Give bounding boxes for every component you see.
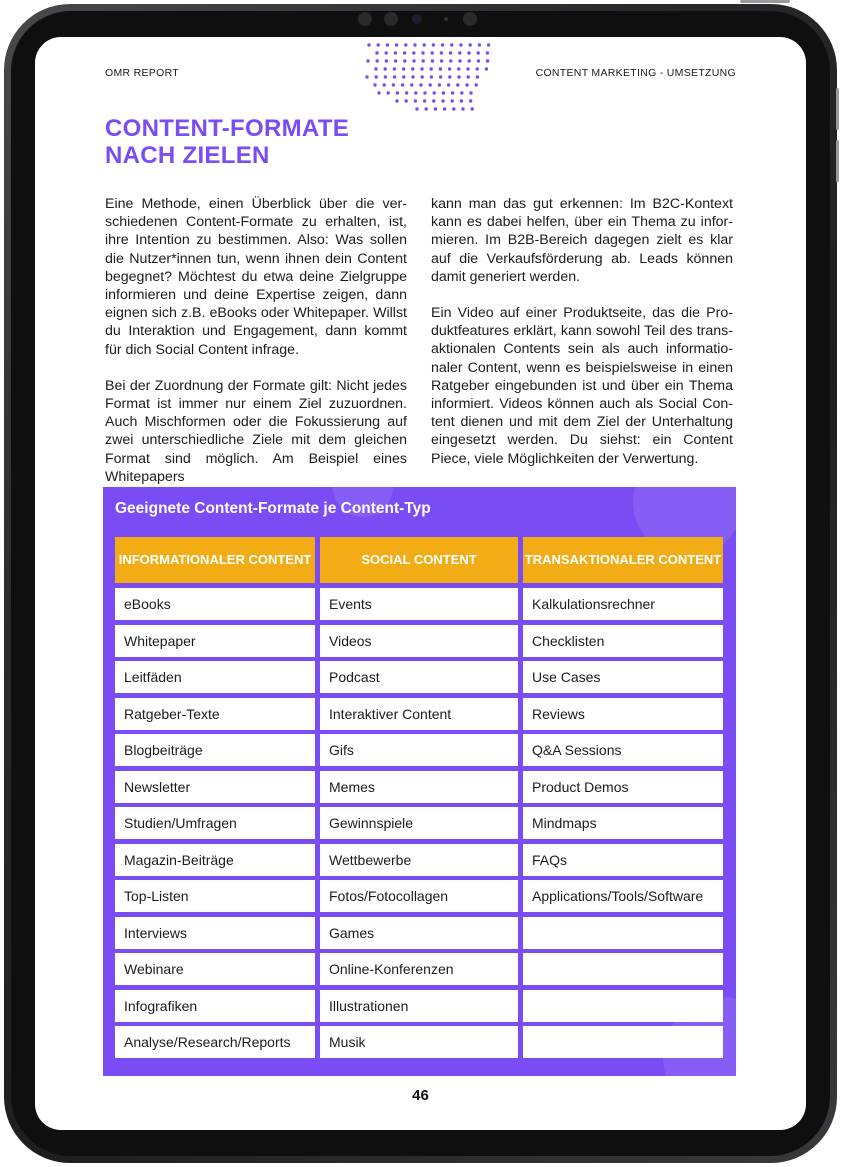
pattern-dot (429, 83, 432, 86)
table-cell: Studien/Umfragen (115, 807, 315, 839)
table-cell: Top-Listen (115, 880, 315, 912)
pattern-dot (430, 75, 433, 78)
pattern-dot (486, 59, 489, 62)
pattern-dot (425, 107, 428, 110)
sensor-dot-icon (444, 17, 448, 21)
table-cell: Use Cases (523, 661, 723, 693)
table-cell: Online-Konferenzen (320, 953, 518, 985)
sensor-icon (384, 12, 398, 26)
pattern-dot (477, 51, 480, 54)
pattern-dot (414, 99, 417, 102)
power-button (740, 0, 790, 3)
table-cell: Checklisten (523, 625, 723, 657)
paragraph: kann man das gut erkennen: Im B2C-Kontext kann es dabei helfen, über ein Thema zu informieren. Im B2B-Bereich dagegen zielt es klar auf die Verkaufsförderung ab. Leads können damit generiert werden. (431, 196, 733, 285)
pattern-dot (373, 83, 376, 86)
table-cell (523, 917, 723, 949)
pattern-dot (458, 51, 461, 54)
column-header: SOCIAL CONTENT (320, 537, 518, 583)
paragraph: Bei der Zuordnung der Formate gilt: Nicht jedes Format ist immer nur einem Ziel zuzuordnen. Auch Mischformen oder die Fokussierung auf zwei unterschiedliche Ziele mit dem gleichen Format sind möglich. Am Beispiel eines Whitepapers (105, 377, 407, 485)
paragraph: Eine Methode, einen Überblick über die verschiedenen Content-Formate zu erhalten, ist, ihre Intention zu bestimmen. Also: Was sollen die Nutzer*innen tun, wenn ihnen dein Content begegnet? Möchtest du etwa deine Zielgruppe informieren und deine Expertise zeigen, dann eignen sich z.B. eBooks oder Whitepaper. Willst du Interaktion und Engagement, dann kommt für dich Social Content infrage. (105, 196, 407, 358)
pattern-dot (384, 67, 387, 70)
pattern-dot (433, 91, 436, 94)
pattern-dot (476, 67, 479, 70)
table-cell: Kalkulationsrechner (523, 588, 723, 620)
document-page (35, 37, 806, 1130)
table-cell: Newsletter (115, 771, 315, 803)
pattern-dot (468, 59, 471, 62)
table-cell (523, 990, 723, 1022)
pattern-dot (419, 83, 422, 86)
text-column-left (105, 195, 407, 504)
pattern-dot (423, 91, 426, 94)
pattern-dot (448, 67, 451, 70)
table-cell: Whitepaper (115, 625, 315, 657)
pattern-dot (423, 43, 426, 46)
pattern-dot (411, 75, 414, 78)
pattern-dot (461, 107, 464, 110)
pattern-dot (375, 51, 378, 54)
column-header: TRANSAKTIONALER CONTENT (523, 537, 723, 583)
paragraph: Ein Video auf einer Produktseite, das die Produktfeatures erklärt, kann sowohl Teil des transaktionalen Contents sein als auch informationaler Content, wenn es beispielsweise in einen Ratgeber eingebunden ist und über ein Thema informiert. Videos können auch als Social Content dienen und mit dem Ziel der Unterhaltung eingesetzt werden. Du siehst: ein Content Piece, viele Möglichkeiten der Verwertung. (431, 305, 733, 467)
pattern-dot (447, 83, 450, 86)
pattern-dot (420, 67, 423, 70)
pattern-dot (458, 59, 461, 62)
pattern-dot (487, 43, 490, 46)
table-cell: Wettbewerbe (320, 844, 518, 876)
pattern-dot (396, 91, 399, 94)
pattern-dot (374, 67, 377, 70)
pattern-dot (469, 99, 472, 102)
pattern-dot (467, 51, 470, 54)
pattern-dot (449, 51, 452, 54)
pattern-dot (431, 59, 434, 62)
table-cell: Magazin-Beiträge (115, 844, 315, 876)
pattern-dot (385, 59, 388, 62)
title-line-1: CONTENT-FORMATE (105, 115, 350, 142)
pattern-dot (423, 99, 426, 102)
pattern-dot (394, 59, 397, 62)
pattern-dot (441, 99, 444, 102)
header-left: OMR REPORT (105, 67, 179, 79)
pattern-dot (432, 99, 435, 102)
pattern-dot (412, 59, 415, 62)
table-cell: Fotos/Fotocollagen (320, 880, 518, 912)
pattern-dot (366, 59, 369, 62)
pattern-dot (404, 43, 407, 46)
table-cell: Videos (320, 625, 518, 657)
pattern-dot (392, 83, 395, 86)
pattern-dot (440, 51, 443, 54)
pattern-dot (410, 83, 413, 86)
content-format-table (103, 487, 736, 1076)
pattern-dot (457, 67, 460, 70)
table-cell: Illustrationen (320, 990, 518, 1022)
pattern-dot (434, 107, 437, 110)
table-cell: Blogbeiträge (115, 734, 315, 766)
table-cell: Infografiken (115, 990, 315, 1022)
pattern-dot (439, 67, 442, 70)
camera-icon (412, 14, 422, 24)
pattern-dot (451, 99, 454, 102)
pattern-dot (465, 83, 468, 86)
pattern-dot (395, 43, 398, 46)
pattern-dot (439, 75, 442, 78)
page-title (105, 115, 349, 169)
pattern-dot (459, 43, 462, 46)
volume-button (836, 88, 839, 130)
table-cell: Ratgeber-Texte (115, 698, 315, 730)
table-cell: Podcast (320, 661, 518, 693)
pattern-dot (403, 51, 406, 54)
pattern-dot (421, 51, 424, 54)
pattern-dot (402, 67, 405, 70)
pattern-dot (413, 43, 416, 46)
pattern-dot (375, 75, 378, 78)
pattern-dot (448, 75, 451, 78)
table-cell: eBooks (115, 588, 315, 620)
table-cell: Gifs (320, 734, 518, 766)
table-cell: Webinare (115, 953, 315, 985)
pattern-dot (469, 43, 472, 46)
pattern-dot (460, 99, 463, 102)
pattern-dot (451, 91, 454, 94)
pattern-dot (393, 67, 396, 70)
pattern-dot (403, 59, 406, 62)
pattern-dot (452, 107, 455, 110)
pattern-dot (431, 51, 434, 54)
table-cell: Applications/Tools/Software (523, 880, 723, 912)
pattern-dot (422, 59, 425, 62)
title-line-2: NACH ZIELEN (105, 142, 270, 169)
pattern-dot (411, 67, 414, 70)
table-cell (523, 953, 723, 985)
pattern-dot (443, 107, 446, 110)
pattern-dot (394, 51, 397, 54)
pattern-dot (385, 51, 388, 54)
pattern-dot (441, 43, 444, 46)
pattern-dot (415, 107, 418, 110)
pattern-dot (432, 43, 435, 46)
table-cell: Q&A Sessions (523, 734, 723, 766)
pattern-dot (384, 75, 387, 78)
pattern-dot (467, 75, 470, 78)
column-header: INFORMATIONALER CONTENT (115, 537, 315, 583)
page-number: 46 (412, 1087, 429, 1104)
pattern-dot (477, 59, 480, 62)
pattern-dot (442, 91, 445, 94)
table-cell: Musik (320, 1026, 518, 1058)
table-cell: Reviews (523, 698, 723, 730)
pattern-dot (460, 91, 463, 94)
table-cell: Interviews (115, 917, 315, 949)
pattern-dot (440, 59, 443, 62)
table-cell (523, 1026, 723, 1058)
sensor-icon (358, 12, 372, 26)
pattern-dot (457, 75, 460, 78)
pattern-dot (450, 43, 453, 46)
pattern-dot (466, 67, 469, 70)
header-right: CONTENT MARKETING - UMSETZUNG (535, 67, 736, 79)
dot-pattern-decoration (365, 37, 495, 125)
table-cell: Games (320, 917, 518, 949)
pattern-dot (386, 43, 389, 46)
pattern-dot (377, 43, 380, 46)
table-cell: Leitfäden (115, 661, 315, 693)
pattern-dot (405, 99, 408, 102)
pattern-dot (377, 91, 380, 94)
table-cell: FAQs (523, 844, 723, 876)
pattern-dot (395, 99, 398, 102)
table-cell: Gewinnspiele (320, 807, 518, 839)
pattern-dot (421, 75, 424, 78)
table-cell: Analyse/Research/Reports (115, 1026, 315, 1058)
pattern-dot (485, 67, 488, 70)
pattern-dot (486, 51, 489, 54)
pattern-dot (476, 75, 479, 78)
pattern-dot (412, 51, 415, 54)
pattern-dot (365, 75, 368, 78)
table-cell: Memes (320, 771, 518, 803)
pattern-dot (376, 59, 379, 62)
pattern-dot (438, 83, 441, 86)
table-cell: Mindmaps (523, 807, 723, 839)
table-title: Geeignete Content-Formate je Content-Typ (115, 500, 431, 517)
pattern-dot (401, 83, 404, 86)
table-cell: Events (320, 588, 518, 620)
pattern-dot (456, 83, 459, 86)
table-cell: Interaktiver Content (320, 698, 518, 730)
pattern-dot (414, 91, 417, 94)
text-column-right (431, 195, 733, 486)
volume-button-2 (836, 140, 839, 182)
pattern-dot (478, 43, 481, 46)
pattern-dot (383, 83, 386, 86)
sensor-icon (463, 12, 477, 26)
pattern-dot (387, 91, 390, 94)
pattern-dot (469, 91, 472, 94)
table-cell: Product Demos (523, 771, 723, 803)
pattern-dot (471, 107, 474, 110)
pattern-dot (393, 75, 396, 78)
pattern-dot (402, 75, 405, 78)
pattern-dot (367, 43, 370, 46)
pattern-dot (475, 83, 478, 86)
pattern-dot (430, 67, 433, 70)
pattern-dot (449, 59, 452, 62)
pattern-dot (405, 91, 408, 94)
